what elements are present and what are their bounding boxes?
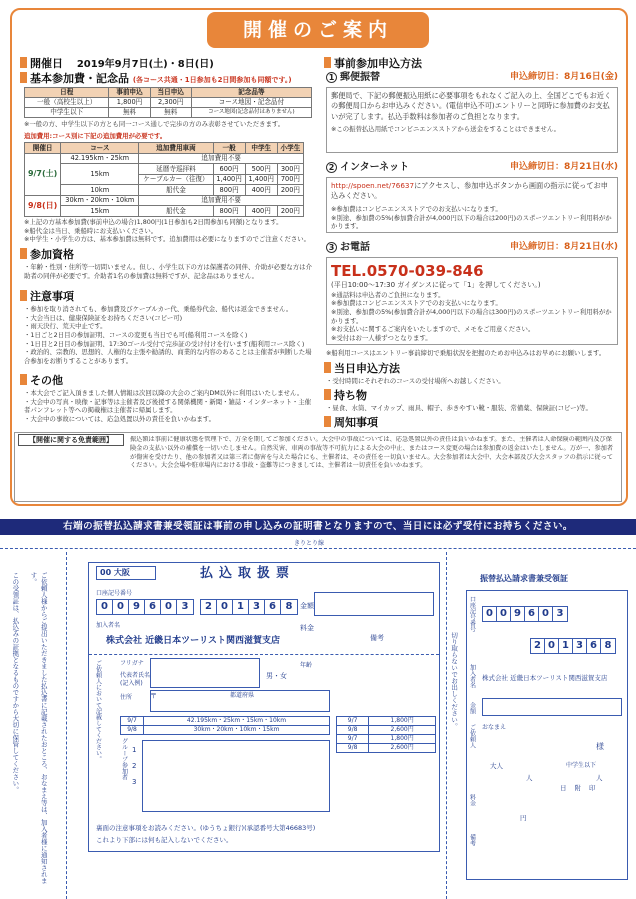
- date-label: 開催日: [30, 57, 63, 70]
- course-cell: 400円: [245, 206, 277, 217]
- belongings-text: ・昼食、水筒、マイカップ、雨具、帽子、歩きやすい靴・服装、常備薬、保険証(コピー)等。: [326, 404, 592, 412]
- payee-name: 株式会社 近畿日本ツーリスト関西滋賀支店: [106, 636, 280, 646]
- heading-marker-icon: [324, 416, 331, 427]
- heading-marker-icon: [20, 248, 27, 259]
- receipt-frame: [466, 590, 628, 880]
- postal-deadline: 申込締切日：8月16日(金): [509, 72, 618, 82]
- fees-footnote: ※一般の方、中学生以下の方とも同一コース通しで完歩の方のみ表彰させていただきます。: [24, 120, 285, 128]
- receipt-perforation: [446, 552, 447, 899]
- cautions-heading: [20, 290, 74, 304]
- phone-footnote: ※船利用コースはエントリー事前締切で乗船状況を把握のためお申込みはお早めにお願いします。: [326, 349, 606, 357]
- fee-value: 2,600円: [369, 726, 436, 735]
- fee-date: 9/8: [337, 744, 369, 753]
- group-member-number: 1: [132, 746, 137, 754]
- account-label: 口座記号番号: [96, 590, 133, 597]
- account-digit: 9: [129, 600, 145, 614]
- form-bottom-warning: これより下部には何も記入しないでください。: [96, 836, 233, 844]
- phone-box: [326, 257, 618, 345]
- account-digit: 6: [145, 600, 161, 614]
- form-perforation: [66, 552, 67, 899]
- course-header-cell: 追加費用車両: [139, 143, 213, 154]
- same-day-heading: [324, 362, 400, 376]
- phone-note: ※受付はお一人様ずつとなります。: [331, 333, 432, 342]
- same-day-title: 当日申込方法: [334, 362, 400, 375]
- schedule-course[interactable]: 42.195km・25km・15km・10km: [144, 717, 330, 726]
- caution-item: ・1日目と2日目の参加証明、17:30ゴール受付で完歩証の受け付けを行います(船利用コース除く): [24, 339, 305, 348]
- course-header-cell: 中学生: [245, 143, 277, 154]
- office-code: 00 大阪: [96, 566, 156, 580]
- internet-note: ※参加費はコンビニエンスストアでのお支払いになります。: [331, 204, 502, 213]
- course-fee-table: [24, 142, 304, 217]
- apply-title: 事前参加申込方法: [334, 57, 422, 70]
- address-field[interactable]: [150, 690, 330, 712]
- course-cell: 200円: [277, 185, 303, 196]
- receipt-payee-label: 加入者名: [468, 664, 476, 688]
- course-table-header: [25, 143, 304, 154]
- fee-date: 9/8: [337, 726, 369, 735]
- receipt-date-stamp-label: 日附印: [560, 784, 604, 792]
- heading-marker-icon: [20, 290, 27, 301]
- course-cell: 30km・20km・10km: [61, 195, 139, 206]
- receipt-digit: 8: [604, 640, 612, 651]
- receipt-digit: 3: [556, 608, 564, 619]
- fees-heading: [20, 72, 292, 86]
- receipt-person-unit: 人: [526, 774, 533, 782]
- group-member-number: 3: [132, 778, 137, 786]
- fees-cell: コース地図(記念品付はありません): [191, 108, 311, 118]
- cautions-list: [24, 305, 314, 365]
- account-digit: 3: [249, 600, 265, 614]
- receipt-account-label: 口座記号番号: [468, 596, 476, 632]
- course-note: ※上記の方基本参加費(事前申込の場合)1,800円(1日参加も2日間参加も同額)となります。: [24, 218, 283, 226]
- date-value: 2019年9月7日(土)・8日(日): [76, 59, 214, 70]
- receipt-child-label: 中学生以下: [566, 762, 597, 769]
- internet-heading: [326, 162, 618, 175]
- age-label: 年齢: [300, 662, 313, 669]
- phone-heading: [326, 242, 618, 255]
- fee-value: 1,800円: [369, 735, 436, 744]
- course-cell: 200円: [277, 206, 303, 217]
- amount-field[interactable]: [314, 592, 434, 616]
- receipt-amount-field[interactable]: [482, 698, 622, 716]
- account-digit: 1: [233, 600, 249, 614]
- caution-item: ・雨天決行、荒天中止です。: [24, 322, 107, 331]
- phone-label: お電話: [340, 242, 370, 253]
- cut-line: [0, 548, 636, 549]
- course-table-row: [25, 195, 304, 206]
- heading-marker-icon: [20, 374, 27, 385]
- receipt-payee: 株式会社 近畿日本ツーリスト関西滋賀支店: [482, 674, 608, 682]
- course-note: ※船代金は当日、乗船時にお支払いください。: [24, 226, 158, 235]
- course-header-cell: 小学生: [277, 143, 303, 154]
- amount-label: 金額: [300, 602, 314, 610]
- receipt-digit: 0: [539, 607, 553, 621]
- fee-value: 1,800円: [369, 717, 436, 726]
- course-cell: 400円: [245, 185, 277, 196]
- receipt-person-unit: 人: [596, 774, 603, 782]
- page-title-banner: 開催のご案内: [207, 12, 429, 48]
- fees-cell: 中学生以下: [25, 108, 109, 118]
- course-cell: 船代金: [139, 206, 213, 217]
- course-table-row: [25, 185, 304, 196]
- receipt-requester-label: ご依頼人: [468, 724, 476, 748]
- course-cell: 800円: [213, 185, 245, 196]
- receipt-digit: 0: [483, 607, 497, 621]
- caution-item: ・政治的、宗教的、思想的、人権的な主張や勧誘的、商業的な内容のあることは主催者が判断した場合参加をお断りすることがあります。: [24, 348, 312, 365]
- course-header-cell: 開催日: [25, 143, 61, 154]
- course-cell: 15km: [61, 206, 139, 217]
- course-fee-title: 追加費用:コース別に下記の追加費用が必要です。: [24, 132, 167, 140]
- course-cell: 500円: [245, 164, 277, 175]
- receipt-adult-label: 大人: [490, 762, 503, 770]
- fees-table-row: [25, 98, 312, 108]
- account-digit: 0: [217, 600, 233, 614]
- form-divider: [89, 654, 439, 655]
- caution-item: ・1日ごと2日目の参加証明、コースの変更も当日でも可(船利用コースを除く): [24, 330, 248, 339]
- postal-text: 郵便局で、下記の郵便振込用紙に必要事項をもれなくご記入の上、全国どこでもお近くの郵便局口からお申込みください。(電信申込不可)エントリーと同時に参加費のお支払いが完了します。払込手数料は参加者のご負担となります。: [331, 91, 612, 121]
- fees-title: 基本参加費・記念品: [30, 72, 129, 85]
- step-number: 1: [326, 72, 337, 83]
- other-title: その他: [30, 374, 63, 387]
- form-instruction-vertical: ご依頼人様からご提出いただきました払込書に記載されたおところ、おなまえ等は、加入者様に通知されます。: [29, 572, 48, 884]
- notice-heading: [324, 416, 378, 430]
- fee-value: 2,600円: [369, 744, 436, 753]
- course-cell: 延暦寺巡拝料: [139, 164, 213, 175]
- receipt-digit: 0: [497, 607, 511, 621]
- fees-cell: 1,800円: [109, 98, 150, 108]
- receipt-notice-bar: 右端の振替払込請求書兼受領証は事前の申し込みの証明書となりますので、当日には必ず受付にお持ちください。: [0, 519, 636, 535]
- representative-label: 代表者氏名(記入例): [120, 672, 151, 687]
- remarks-label: 備考: [370, 634, 384, 642]
- group-label: グループ参加者: [120, 738, 128, 780]
- course-cell: 600円: [213, 164, 245, 175]
- receipt-vertical-note: 切り取らないでお出しください。: [450, 632, 459, 730]
- receipt-digit: 6: [587, 639, 601, 653]
- course-cell: 300円: [277, 164, 303, 175]
- internet-label: インターネット: [340, 162, 410, 173]
- representative-name-field[interactable]: [150, 658, 260, 688]
- course-cell: 10km: [61, 185, 139, 196]
- receipt-digit: 2: [531, 639, 545, 653]
- schedule-date: 9/8: [121, 726, 144, 735]
- postal-box: [326, 87, 618, 153]
- internet-deadline: 申込締切日：8月21日(水): [509, 162, 618, 172]
- internet-box: [326, 177, 618, 233]
- postal-heading: [326, 72, 618, 85]
- caution-item: ・大会当日は、健康保険証をお持ちください(コピー可): [24, 313, 183, 322]
- fees-table-header: [25, 88, 312, 98]
- internet-text: にアクセスし、参加申込ボタンから画面の指示に従ってお申込みください。: [331, 181, 608, 201]
- postal-note: ※この振替払込用紙でコンビニエンスストアから送金をすることはできません。: [331, 125, 561, 134]
- phone-note: ※お支払いに関するご案内をいたしますので、メモをご用意ください。: [331, 325, 535, 334]
- course-table-row: [25, 164, 304, 175]
- course-cell: 700円: [277, 174, 303, 185]
- fees-header-cell: 日程: [25, 88, 109, 98]
- receipt-honorific: 様: [596, 742, 604, 751]
- course-cell: 1,400円: [245, 174, 277, 185]
- heading-marker-icon: [324, 389, 331, 400]
- account-number-right: [200, 599, 298, 615]
- other-list: [24, 389, 314, 424]
- receipt-digit: 6: [525, 607, 539, 621]
- fees-table: [24, 87, 312, 118]
- entry-url-link[interactable]: http://spoen.net/76637: [331, 181, 415, 190]
- belongings-heading: [324, 389, 367, 403]
- fees-cell: 無料: [109, 108, 150, 118]
- step-number: 2: [326, 162, 337, 173]
- receipt-remarks-label: 備考: [468, 834, 476, 846]
- account-digit: 2: [201, 600, 217, 614]
- phone-hours: (平日10:00〜17:30 ガイダンスに従って「1」を押してください。): [331, 281, 541, 290]
- phone-note: ※通話料は申込者のご負担になります。: [331, 290, 445, 299]
- payment-form: [0, 552, 636, 899]
- phone-note: ※参加費はコンビニエンスストアでのお支払いになります。: [331, 299, 502, 308]
- course-cell: ケーブルカー（往復）: [139, 174, 213, 185]
- account-digit: 6: [265, 600, 281, 614]
- receipt-amount-label: 金額: [468, 702, 476, 714]
- course-header-cell: 一般: [213, 143, 245, 154]
- account-digit: 0: [161, 600, 177, 614]
- form-bottom-note: 裏面の注意事項をお読みください。(ゆうちょ銀行)(承認番号大第46683号): [96, 824, 316, 832]
- phone-note: ※別途、参加費の5%(参加費合計が4,000円以下の場合は300円)のスポーツエントリー利用料がかかります。: [331, 307, 612, 325]
- gender-choice[interactable]: 男・女: [266, 672, 287, 680]
- fees-header-cell: 当日申込: [150, 88, 191, 98]
- course-cell: 42.195km・25km: [61, 153, 139, 164]
- fee-date: 9/7: [337, 717, 369, 726]
- group-numbers: [132, 742, 136, 790]
- course-cell: 1,400円: [213, 174, 245, 185]
- course-table-row: [25, 153, 304, 164]
- fee-table: [336, 716, 436, 753]
- course-table-row: [25, 206, 304, 217]
- fees-header-cell: 事前申込: [109, 88, 150, 98]
- phone-deadline: 申込締切日：8月21日(水): [509, 242, 618, 252]
- payee-label: 加入者名: [96, 622, 121, 629]
- form-title: 払込取扱票: [200, 566, 296, 581]
- disclaimer-label: 【開催に関する免責範囲】: [18, 434, 124, 446]
- fee-date: 9/7: [337, 735, 369, 744]
- postal-mark: 〒: [150, 692, 157, 700]
- same-day-text: ・受付時間にそれぞれのコースの受付場所へお越しください。: [326, 377, 505, 385]
- internet-note: ※別途、参加費の5%(参加費合計が4,000円以下の場合は200円)のスポーツエントリー利用料がかかります。: [331, 213, 612, 231]
- heading-marker-icon: [324, 57, 331, 68]
- account-digit: 0: [97, 600, 113, 614]
- apply-heading: [324, 57, 422, 71]
- notice-title: 周知事項: [334, 416, 378, 429]
- address-label: 住所: [120, 694, 133, 701]
- fees-header-cell: 記念品等: [191, 88, 311, 98]
- phone-number[interactable]: TEL.0570-039-846: [331, 262, 484, 280]
- course-note: ※中学生・小学生の方は、基本参加費は無料です。追加費用は必要になりますのでご注意ください。: [24, 235, 311, 244]
- course-cell: 追加費用不要: [139, 195, 304, 206]
- course-header-cell: コース: [61, 143, 139, 154]
- other-heading: [20, 374, 63, 388]
- course-cell: 追加費用不要: [139, 153, 304, 164]
- heading-marker-icon: [20, 72, 27, 83]
- receipt-digit: 1: [559, 639, 573, 653]
- receipt-account-left: [482, 606, 568, 622]
- postal-label: 郵便振替: [340, 72, 380, 83]
- receipt-digit: 0: [545, 639, 559, 653]
- step-number: 3: [326, 242, 337, 253]
- receipt-account-right: [530, 638, 616, 654]
- prefecture-label: 都道府県: [230, 692, 255, 699]
- account-digit: 3: [181, 601, 189, 612]
- fees-cell: 2,300円: [150, 98, 191, 108]
- account-digit: 0: [113, 600, 129, 614]
- other-item: ・本大会でご記入頂きました個人情報は次回以降の大会のご案内DM以外に利用はいたしません。: [24, 389, 304, 397]
- cut-line-label: きりとり線: [294, 540, 325, 547]
- receipt-name-label: おなまえ: [482, 724, 507, 731]
- course-cell: 15km: [61, 164, 139, 185]
- fees-note: (各コース共通・1日参加も2日間参加も同額です。): [132, 76, 292, 84]
- receipt-yen: 円: [520, 814, 527, 822]
- date-heading: [20, 57, 214, 72]
- course-notes: [24, 218, 314, 244]
- course-date-day1: 9/7(土): [25, 153, 61, 195]
- disclaimer-text: 振込額は事前に健康状態を管理下で、万全を期してご参加ください。大会中の事故については、応急処置以外の責任は負いかねます。また、主催者は人命保険の範囲内及び保険金の支払い以外の補償を一切いたしません。自然災害、車両の事故等不可抗力による大会の中止、またはコース変更の場合は参加費の返金はいたしません。万が一、参加者が傷害を受けたり、他の参加者又は第三者に傷害を与えた場合にも、主催者は、その責任を一切負いません。大会参加者は大会中、大会本部及び大会スタッフの指示に従ってください。大会会場や駐車場内における事故・盗難等につきましては、主催者は一切責任を負いかねます。: [130, 436, 614, 470]
- fees-cell: 無料: [150, 108, 191, 118]
- receipt-digit: 3: [573, 639, 587, 653]
- fees-table-row: [25, 108, 312, 118]
- account-digit: 8: [285, 601, 293, 612]
- eligibility-text: ・年齢・性別・住所等一切問いません。但し、小学生以下の方は保護者の同伴、介助が必要な方は介助者の同伴が必要です。介助者1名の参加費は無料ですが、記念品はありません。: [24, 263, 312, 280]
- group-member-number: 2: [132, 762, 137, 770]
- requester-side-label: ご依頼人において記載してください。: [94, 660, 102, 762]
- eligibility-title: 参加資格: [30, 248, 74, 261]
- fee-label: 料金: [300, 624, 314, 632]
- heading-marker-icon: [324, 362, 331, 373]
- cautions-title: 注意事項: [30, 290, 74, 303]
- receipt-title: 振替払込請求書兼受領証: [480, 574, 568, 583]
- fees-cell: 一般（高校生以上）: [25, 98, 109, 108]
- form-instruction-vertical: この受領証は、払込みの証拠となるものですから大切に保管してください。: [11, 572, 20, 793]
- account-number-left: [96, 599, 194, 615]
- schedule-table: [120, 716, 330, 735]
- heading-marker-icon: [20, 57, 27, 68]
- other-item: ・大会中の写真・映像・記事等は主催者及び後援する関係機関・新聞・雑誌・インターネット・主催者パンフレット等への掲載権は主催者に帰属します。: [24, 397, 312, 415]
- receipt-digit: 9: [511, 607, 525, 621]
- other-item: ・大会中の事故については、応急処置以外の責任を負いかねます。: [24, 414, 216, 423]
- belongings-title: 持ち物: [334, 389, 367, 402]
- eligibility-heading: [20, 248, 74, 262]
- course-cell: 船代金: [139, 185, 213, 196]
- schedule-date: 9/7: [121, 717, 144, 726]
- schedule-course[interactable]: 30km・20km・10km・15km: [144, 726, 330, 735]
- group-members-field[interactable]: [142, 740, 330, 812]
- fees-cell: コース地図・記念品付: [191, 98, 311, 108]
- furigana-label: フリガナ: [120, 660, 144, 667]
- receipt-fee-label: 料金: [468, 794, 476, 806]
- caution-item: ・参加を取り消されても、参加費及びケーブルカー代、乗船券代金、船代は返金できません。: [24, 305, 293, 313]
- course-date-day2: 9/8(日): [25, 195, 61, 216]
- course-cell: 800円: [213, 206, 245, 217]
